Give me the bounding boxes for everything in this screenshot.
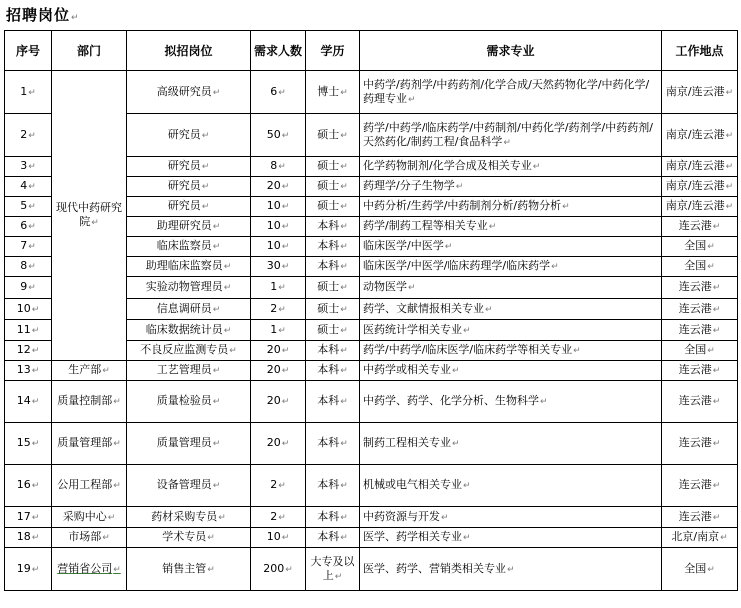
paragraph-mark-icon: ↵ [340,202,348,212]
paragraph-mark-icon: ↵ [28,283,36,293]
paragraph-mark-icon: ↵ [340,182,348,192]
paragraph-mark-icon: ↵ [281,182,290,192]
paragraph-mark-icon: ↵ [201,130,210,141]
paragraph-mark-icon: ↵ [102,366,110,376]
paragraph-mark-icon: ↵ [340,222,348,232]
paragraph-mark-icon: ↵ [551,262,559,272]
position-cell: 高级研究员↵ [127,71,251,114]
department-cell: 市场部↵ [52,528,127,548]
location-cell: 连云港↵ [662,320,738,341]
paragraph-mark-icon: ↵ [218,512,226,523]
education-cell: 本科↵ [306,237,360,257]
paragraph-mark-icon: ↵ [340,87,348,98]
paragraph-mark-icon: ↵ [725,130,734,141]
location-cell: 连云港↵ [662,299,738,320]
location-cell: 北京/南京↵ [662,528,738,548]
paragraph-mark-icon: ↵ [408,94,416,105]
major-cell: 临床医学/中医学↵ [360,237,662,257]
row-number-cell: 5↵ [5,197,52,217]
location-cell: 连云港↵ [662,423,738,465]
position-cell: 研究员↵ [127,157,251,177]
paragraph-mark-icon: ↵ [31,397,40,407]
headcount-cell: 20↵ [251,177,306,197]
row-number-cell: 13↵ [5,361,52,381]
education-cell: 本科↵ [306,423,360,465]
row-number-cell: 17↵ [5,507,52,528]
row-number-cell: 15↵ [5,423,52,465]
major-cell: 机械或电气相关专业↵ [360,465,662,507]
headcount-cell: 20↵ [251,423,306,465]
page-title: 招聘岗位↵ [6,6,80,24]
paragraph-mark-icon: ↵ [455,182,464,192]
position-cell: 不良反应监测专员↵ [127,341,251,361]
row-number-cell: 6↵ [5,217,52,237]
headcount-cell: 10↵ [251,217,306,237]
paragraph-mark-icon: ↵ [28,87,36,98]
major-cell: 制药工程相关专业↵ [360,423,662,465]
table-row [5,71,738,114]
paragraph-mark-icon: ↵ [212,366,221,376]
paragraph-mark-icon: ↵ [463,481,471,491]
paragraph-mark-icon: ↵ [340,397,348,407]
headcount-cell: 20↵ [251,381,306,423]
department-cell: 营销省公司↵ [52,548,127,591]
paragraph-mark-icon: ↵ [507,564,515,575]
education-cell: 硕士↵ [306,114,360,157]
paragraph-mark-icon: ↵ [31,564,40,575]
location-cell: 连云港↵ [662,361,738,381]
paragraph-mark-icon: ↵ [201,182,210,192]
header-cell: 需求人数 [251,31,306,71]
headcount-cell: 10↵ [251,237,306,257]
position-cell: 临床监察员↵ [127,237,251,257]
headcount-cell: 20↵ [251,361,306,381]
paragraph-mark-icon: ↵ [712,439,721,449]
paragraph-mark-icon: ↵ [212,87,221,98]
location-cell: 全国↵ [662,257,738,277]
table-row [5,548,738,591]
paragraph-mark-icon: ↵ [278,481,286,491]
paragraph-mark-icon: ↵ [340,325,348,336]
department-cell: 公用工程部↵ [52,465,127,507]
major-cell: 医学、药学、营销类相关专业↵ [360,548,662,591]
position-cell: 质量检验员↵ [127,381,251,423]
paragraph-mark-icon: ↵ [113,564,121,575]
paragraph-mark-icon: ↵ [281,262,290,272]
location-cell: 连云港↵ [662,217,738,237]
location-cell: 全国↵ [662,548,738,591]
paragraph-mark-icon: ↵ [707,564,715,575]
row-number-cell: 19↵ [5,548,52,591]
major-cell: 中药学、药学、化学分析、生物科学↵ [360,381,662,423]
location-cell: 南京/连云港↵ [662,71,738,114]
paragraph-mark-icon: ↵ [113,397,121,407]
paragraph-mark-icon: ↵ [28,262,36,272]
row-number-cell: 12↵ [5,341,52,361]
headcount-cell: 2↵ [251,507,306,528]
major-cell: 药学/中药学/临床医学/临床药学等相关专业↵ [360,341,662,361]
paragraph-mark-icon: ↵ [278,325,286,336]
headcount-cell: 200↵ [251,548,306,591]
paragraph-mark-icon: ↵ [31,366,40,376]
paragraph-mark-icon: ↵ [712,304,721,315]
location-cell: 南京/连云港↵ [662,197,738,217]
headcount-cell: 2↵ [251,299,306,320]
paragraph-mark-icon: ↵ [725,202,734,212]
paragraph-mark-icon: ↵ [340,346,348,356]
education-cell: 硕士↵ [306,197,360,217]
department-cell: 现代中药研究院↵ [52,71,127,361]
row-number-cell: 16↵ [5,465,52,507]
major-cell: 动物医学↵ [360,277,662,299]
paragraph-mark-icon: ↵ [212,481,221,491]
education-cell: 硕士↵ [306,177,360,197]
paragraph-mark-icon: ↵ [223,283,232,293]
paragraph-mark-icon: ↵ [340,533,348,543]
header-cell: 拟招岗位 [127,31,251,71]
header-cell: 工作地点 [662,31,738,71]
paragraph-mark-icon: ↵ [452,439,460,449]
education-cell: 硕士↵ [306,320,360,341]
paragraph-mark-icon: ↵ [278,283,286,293]
position-cell: 研究员↵ [127,177,251,197]
major-cell: 化学药物制剂/化学合成及相关专业↵ [360,157,662,177]
row-number-cell: 10↵ [5,299,52,320]
major-cell: 药学/中药学/临床药学/中药制剂/中药化学/药剂学/中药药剂/天然药化/制药工程/食品科学↵ [360,114,662,157]
major-cell: 药学/制药工程等相关专业↵ [360,217,662,237]
paragraph-mark-icon: ↵ [532,162,541,172]
major-cell: 药学、文献情报相关专业↵ [360,299,662,320]
paragraph-mark-icon: ↵ [207,564,215,575]
row-number-cell: 7↵ [5,237,52,257]
paragraph-mark-icon: ↵ [281,346,290,356]
paragraph-mark-icon: ↵ [28,162,36,172]
paragraph-mark-icon: ↵ [562,202,570,212]
paragraph-mark-icon: ↵ [452,366,460,376]
position-cell: 临床数据统计员↵ [127,320,251,341]
paragraph-mark-icon: ↵ [28,222,36,232]
row-number-cell: 3↵ [5,157,52,177]
paragraph-mark-icon: ↵ [31,533,40,543]
paragraph-mark-icon: ↵ [229,346,237,356]
headcount-cell: 8↵ [251,157,306,177]
department-cell: 采购中心↵ [52,507,127,528]
education-cell: 本科↵ [306,465,360,507]
table-row [5,507,738,528]
major-cell: 药理学/分子生物学↵ [360,177,662,197]
position-cell: 药材采购专员↵ [127,507,251,528]
paragraph-mark-icon: ↵ [725,182,734,192]
paragraph-mark-icon: ↵ [281,202,290,212]
row-number-cell: 9↵ [5,277,52,299]
row-number-cell: 2↵ [5,114,52,157]
paragraph-mark-icon: ↵ [28,242,36,252]
education-cell: 大专及以上↵ [306,548,360,591]
location-cell: 南京/连云港↵ [662,157,738,177]
paragraph-mark-icon: ↵ [340,439,348,449]
row-number-cell: 8↵ [5,257,52,277]
major-cell: 医药统计学相关专业↵ [360,320,662,341]
table-row [5,465,738,507]
paragraph-mark-icon: ↵ [107,512,116,523]
location-cell: 连云港↵ [662,277,738,299]
paragraph-mark-icon: ↵ [91,218,99,228]
major-cell: 中药学或相关专业↵ [360,361,662,381]
headcount-cell: 20↵ [251,341,306,361]
paragraph-mark-icon: ↵ [201,202,210,212]
paragraph-mark-icon: ↵ [281,222,290,232]
position-cell: 信息调研员↵ [127,299,251,320]
paragraph-mark-icon: ↵ [207,533,215,543]
paragraph-mark-icon: ↵ [725,87,734,98]
table-row [5,528,738,548]
paragraph-mark-icon: ↵ [340,481,348,491]
paragraph-mark-icon: ↵ [340,162,348,172]
headcount-cell: 1↵ [251,320,306,341]
paragraph-mark-icon: ↵ [463,533,471,543]
paragraph-mark-icon: ↵ [281,366,290,376]
paragraph-mark-icon: ↵ [285,564,293,575]
education-cell: 本科↵ [306,381,360,423]
education-cell: 本科↵ [306,507,360,528]
recruitment-table [4,30,738,591]
paragraph-mark-icon: ↵ [712,325,721,336]
paragraph-mark-icon: ↵ [201,162,210,172]
header-cell: 序号 [5,31,52,71]
row-number-cell: 4↵ [5,177,52,197]
education-cell: 硕士↵ [306,277,360,299]
paragraph-mark-icon: ↵ [573,346,581,356]
education-cell: 硕士↵ [306,299,360,320]
paragraph-mark-icon: ↵ [28,202,36,212]
headcount-cell: 10↵ [251,528,306,548]
row-number-cell: 11↵ [5,320,52,341]
paragraph-mark-icon: ↵ [113,439,121,449]
paragraph-mark-icon: ↵ [212,242,221,252]
paragraph-mark-icon: ↵ [712,481,721,491]
paragraph-mark-icon: ↵ [212,397,221,407]
position-cell: 学术专员↵ [127,528,251,548]
location-cell: 连云港↵ [662,465,738,507]
paragraph-mark-icon: ↵ [340,304,348,315]
paragraph-mark-icon: ↵ [725,162,734,172]
paragraph-mark-icon: ↵ [707,242,715,252]
paragraph-mark-icon: ↵ [281,130,290,141]
paragraph-mark-icon: ↵ [31,481,40,491]
paragraph-mark-icon: ↵ [334,571,343,582]
header-cell: 学历 [306,31,360,71]
paragraph-mark-icon: ↵ [212,304,221,315]
paragraph-mark-icon: ↵ [707,262,715,272]
position-cell: 设备管理员↵ [127,465,251,507]
headcount-cell: 30↵ [251,257,306,277]
paragraph-mark-icon: ↵ [28,130,36,141]
position-cell: 研究员↵ [127,197,251,217]
paragraph-mark-icon: ↵ [281,242,290,252]
paragraph-mark-icon: ↵ [278,87,286,98]
paragraph-mark-icon: ↵ [31,325,40,336]
paragraph-mark-icon: ↵ [31,304,40,315]
education-cell: 本科↵ [306,257,360,277]
row-number-cell: 14↵ [5,381,52,423]
location-cell: 连云港↵ [662,507,738,528]
table-row [5,361,738,381]
header-cell: 需求专业 [360,31,662,71]
header-cell: 部门 [52,31,127,71]
paragraph-mark-icon: ↵ [503,137,511,148]
position-cell: 工艺管理员↵ [127,361,251,381]
paragraph-mark-icon: ↵ [712,397,721,407]
paragraph-mark-icon: ↵ [281,439,290,449]
paragraph-mark-icon: ↵ [212,222,221,232]
paragraph-mark-icon: ↵ [712,222,721,232]
paragraph-mark-icon: ↵ [441,512,449,523]
paragraph-mark-icon: ↵ [707,346,715,356]
paragraph-mark-icon: ↵ [340,242,348,252]
paragraph-mark-icon: ↵ [281,397,290,407]
row-number-cell: 1↵ [5,71,52,114]
major-cell: 中药分析/生药学/中药制剂分析/药物分析↵ [360,197,662,217]
paragraph-mark-icon: ↵ [102,533,110,543]
paragraph-mark-icon: ↵ [340,283,348,293]
paragraph-mark-icon: ↵ [281,533,290,543]
paragraph-mark-icon: ↵ [212,439,221,449]
major-cell: 医学、药学相关专业↵ [360,528,662,548]
paragraph-mark-icon: ↵ [488,222,497,232]
paragraph-mark-icon: ↵ [712,283,721,293]
paragraph-mark-icon: ↵ [31,346,40,356]
paragraph-mark-icon: ↵ [223,325,232,336]
position-cell: 助理研究员↵ [127,217,251,237]
paragraph-mark-icon: ↵ [340,512,348,523]
paragraph-mark-icon: ↵ [278,304,286,315]
major-cell: 临床医学/中医学/临床药理学/临床药学↵ [360,257,662,277]
paragraph-mark-icon: ↵ [463,325,471,336]
row-number-cell: 18↵ [5,528,52,548]
paragraph-mark-icon: ↵ [720,533,728,543]
headcount-cell: 10↵ [251,197,306,217]
position-cell: 助理临床监察员↵ [127,257,251,277]
paragraph-mark-icon: ↵ [113,481,121,491]
position-cell: 实验动物管理员↵ [127,277,251,299]
paragraph-mark-icon: ↵ [71,13,80,23]
headcount-cell: 1↵ [251,277,306,299]
paragraph-mark-icon: ↵ [712,366,721,376]
location-cell: 全国↵ [662,237,738,257]
education-cell: 本科↵ [306,361,360,381]
major-cell: 中药学/药剂学/中药药剂/化学合成/天然药物化学/中药化学/药理专业↵ [360,71,662,114]
headcount-cell: 6↵ [251,71,306,114]
paragraph-mark-icon: ↵ [340,366,348,376]
paragraph-mark-icon: ↵ [444,242,453,252]
headcount-cell: 2↵ [251,465,306,507]
education-cell: 本科↵ [306,217,360,237]
position-cell: 研究员↵ [127,114,251,157]
paragraph-mark-icon: ↵ [712,512,721,523]
department-cell: 生产部↵ [52,361,127,381]
paragraph-mark-icon: ↵ [28,182,36,192]
location-cell: 南京/连云港↵ [662,114,738,157]
table-row [5,423,738,465]
header-row [5,31,738,71]
paragraph-mark-icon: ↵ [340,130,348,141]
paragraph-mark-icon: ↵ [31,512,40,523]
major-cell: 中药资源与开发↵ [360,507,662,528]
location-cell: 连云港↵ [662,381,738,423]
paragraph-mark-icon: ↵ [408,283,416,293]
education-cell: 本科↵ [306,341,360,361]
paragraph-mark-icon: ↵ [485,304,493,315]
paragraph-mark-icon: ↵ [31,439,40,449]
department-cell: 质量控制部↵ [52,381,127,423]
paragraph-mark-icon: ↵ [340,262,348,272]
location-cell: 南京/连云港↵ [662,177,738,197]
paragraph-mark-icon: ↵ [278,162,286,172]
table-row [5,381,738,423]
education-cell: 硕士↵ [306,157,360,177]
headcount-cell: 50↵ [251,114,306,157]
education-cell: 本科↵ [306,528,360,548]
paragraph-mark-icon: ↵ [223,262,232,272]
location-cell: 全国↵ [662,341,738,361]
education-cell: 博士↵ [306,71,360,114]
department-cell: 质量管理部↵ [52,423,127,465]
paragraph-mark-icon: ↵ [540,397,548,407]
position-cell: 销售主管↵ [127,548,251,591]
position-cell: 质量管理员↵ [127,423,251,465]
paragraph-mark-icon: ↵ [278,512,286,523]
